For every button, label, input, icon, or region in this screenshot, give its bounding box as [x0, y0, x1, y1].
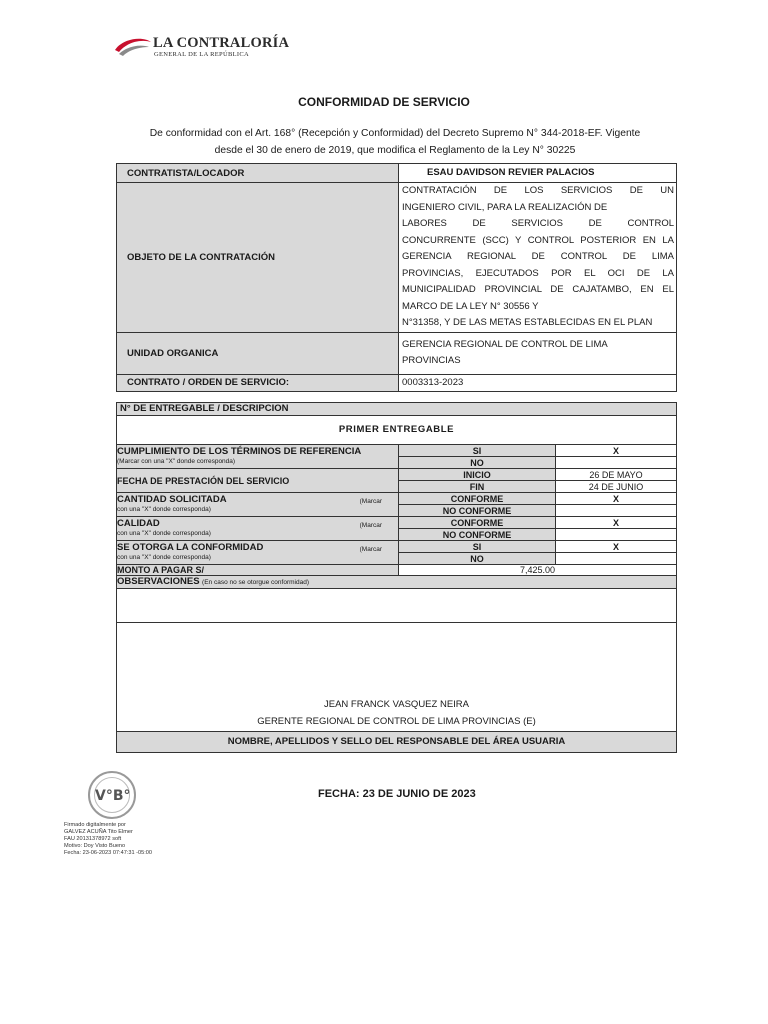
table-row — [117, 183, 677, 333]
responsable-footer: NOMBRE, APELLIDOS Y SELLO DEL RESPONSABLE DEL ÁREA USUARIA — [117, 732, 677, 753]
objeto-line: MARCO DE LA LEY N° 30556 Y — [402, 300, 539, 312]
table-row — [117, 374, 677, 392]
stamp-text: V°B° — [94, 777, 130, 813]
contract-table — [116, 163, 677, 392]
marcar-sub: con una "X" donde corresponda) — [117, 553, 211, 561]
evaluation-table — [116, 402, 677, 753]
mark-empty — [556, 505, 677, 517]
table-row — [117, 576, 677, 589]
table-row — [117, 403, 677, 416]
unidad-label: UNIDAD ORGANICA — [117, 332, 399, 374]
table-row — [117, 541, 677, 553]
fin-value: 24 DE JUNIO — [556, 481, 677, 493]
calidad-label: CALIDAD — [117, 517, 160, 529]
mark-empty — [556, 529, 677, 541]
objeto-label: OBJETO DE LA CONTRATACIÓN — [117, 183, 399, 333]
table-row — [117, 589, 677, 623]
table-row — [117, 445, 677, 457]
responsable-title: GERENTE REGIONAL DE CONTROL DE LIMA PROVINCIAS (E) — [257, 715, 536, 727]
orden-label: CONTRATO / ORDEN DE SERVICIO: — [117, 374, 399, 392]
marcar-text: (Marcar — [359, 545, 382, 553]
vobo-stamp-icon — [88, 771, 136, 819]
signature-line: Fecha: 23-06-2023 07:47:31 -05:00 — [64, 849, 153, 856]
signature-line: Firmado digitalmente por — [64, 822, 126, 828]
marcar-sub: con una "X" donde corresponda) — [117, 505, 211, 513]
digital-signature — [64, 822, 152, 857]
cumplimiento-label: CUMPLIMIENTO DE LOS TÉRMINOS DE REFERENCIA — [117, 445, 362, 457]
responsable-name: JEAN FRANCK VASQUEZ NEIRA — [324, 699, 469, 710]
entregable-value: PRIMER ENTREGABLE — [117, 416, 677, 445]
option-no-conforme: NO CONFORME — [399, 529, 556, 541]
objeto-line: GERENCIA REGIONAL DE CONTROL DE LIMA — [402, 251, 674, 262]
logo-swoosh-icon — [113, 36, 153, 58]
option-no-conforme: NO CONFORME — [399, 505, 556, 517]
observaciones-header — [117, 576, 677, 589]
document-date: FECHA: 23 DE JUNIO DE 2023 — [318, 788, 476, 800]
cantidad-cell — [117, 493, 399, 517]
table-row — [117, 623, 677, 732]
intro-line: desde el 30 de enero de 2019, que modifica el Reglamento de la Ley N° 30225 — [214, 145, 576, 156]
option-no: NO — [399, 457, 556, 469]
otorga-cell — [117, 541, 399, 565]
mark-empty — [556, 457, 677, 469]
observaciones-value — [117, 589, 677, 623]
table-row — [117, 416, 677, 445]
otorga-label: SE OTORGA LA CONFORMIDAD — [117, 541, 264, 553]
mark-empty — [556, 553, 677, 565]
table-row — [117, 469, 677, 481]
table-row — [117, 493, 677, 505]
cumplimiento-sub: (Marcar con una "X" donde corresponda) — [117, 457, 236, 465]
table-row — [117, 517, 677, 529]
mark-x: X — [556, 517, 677, 529]
org-logo — [113, 32, 290, 62]
table-row — [117, 332, 677, 374]
marcar-text: (Marcar — [359, 521, 382, 529]
monto-label: MONTO A PAGAR S/ — [117, 565, 399, 576]
fin-label: FIN — [399, 481, 556, 493]
responsable-cell — [117, 623, 677, 732]
org-name: LA CONTRALORÍA — [153, 35, 290, 51]
mark-x: X — [556, 493, 677, 505]
objeto-line: INGENIERO CIVIL, PARA LA REALIZACIÓN DE — [402, 201, 608, 213]
inicio-label: INICIO — [399, 469, 556, 481]
observaciones-label: OBSERVACIONES — [117, 576, 200, 587]
contratista-value: ESAU DAVIDSON REVIER PALACIOS — [399, 164, 677, 183]
entregable-header: N° DE ENTREGABLE / DESCRIPCION — [117, 403, 677, 416]
intro-line: De conformidad con el Art. 168° (Recepción y Conformidad) del Decreto Supremo N° 344-2018-EF. Vigente — [149, 128, 641, 139]
orden-value: 0003313-2023 — [399, 374, 677, 392]
marcar-text: (Marcar — [359, 497, 382, 505]
objeto-line: PROVINCIAS, EJECUTADOS POR EL OCI DE LA — [402, 267, 674, 279]
observaciones-sub: (En caso no se otorgue conformidad) — [202, 579, 309, 586]
unidad-line: PROVINCIAS — [402, 355, 461, 366]
org-subtitle: GENERAL DE LA REPÚBLICA — [154, 51, 249, 58]
objeto-line: CONCURRENTE (SCC) Y CONTROL POSTERIOR EN LA — [402, 234, 674, 246]
unidad-value — [399, 332, 677, 374]
option-conforme: CONFORME — [399, 517, 556, 529]
inicio-value: 26 DE MAYO — [556, 469, 677, 481]
calidad-cell — [117, 517, 399, 541]
option-no: NO — [399, 553, 556, 565]
objeto-line: LABORES DE SERVICIOS DE CONTROL — [402, 218, 674, 229]
contratista-label: CONTRATISTA/LOCADOR — [117, 164, 399, 183]
objeto-value — [399, 183, 677, 333]
table-row — [117, 164, 677, 183]
objeto-line: CONTRATACIÓN DE LOS SERVICIOS DE UN — [402, 185, 674, 196]
mark-x: X — [556, 541, 677, 553]
objeto-line: N°31358, Y DE LAS METAS ESTABLECIDAS EN EL PLAN — [402, 317, 653, 328]
signature-line: GALVEZ ACUÑA Tito Elmer — [64, 828, 133, 835]
option-si: SI — [399, 445, 556, 457]
fecha-prestacion-label: FECHA DE PRESTACIÓN DEL SERVICIO — [117, 469, 399, 493]
document-title: CONFORMIDAD DE SERVICIO — [298, 95, 470, 109]
table-row — [117, 565, 677, 576]
objeto-line: MUNICIPALIDAD PROVINCIAL DE CAJATAMBO, EN EL — [402, 284, 674, 295]
unidad-line: GERENCIA REGIONAL DE CONTROL DE LIMA — [402, 338, 608, 350]
intro-text — [110, 125, 680, 159]
monto-value: 7,425.00 — [399, 565, 677, 576]
cantidad-label: CANTIDAD SOLICITADA — [117, 493, 227, 505]
signature-line: FAU 20131378972 soft — [64, 835, 122, 842]
marcar-sub: con una "X" donde corresponda) — [117, 529, 211, 537]
option-si: SI — [399, 541, 556, 553]
option-conforme: CONFORME — [399, 493, 556, 505]
mark-x: X — [556, 445, 677, 457]
cumplimiento-cell — [117, 445, 399, 469]
signature-line: Motivo: Doy Visto Bueno — [64, 842, 126, 849]
table-row — [117, 732, 677, 753]
